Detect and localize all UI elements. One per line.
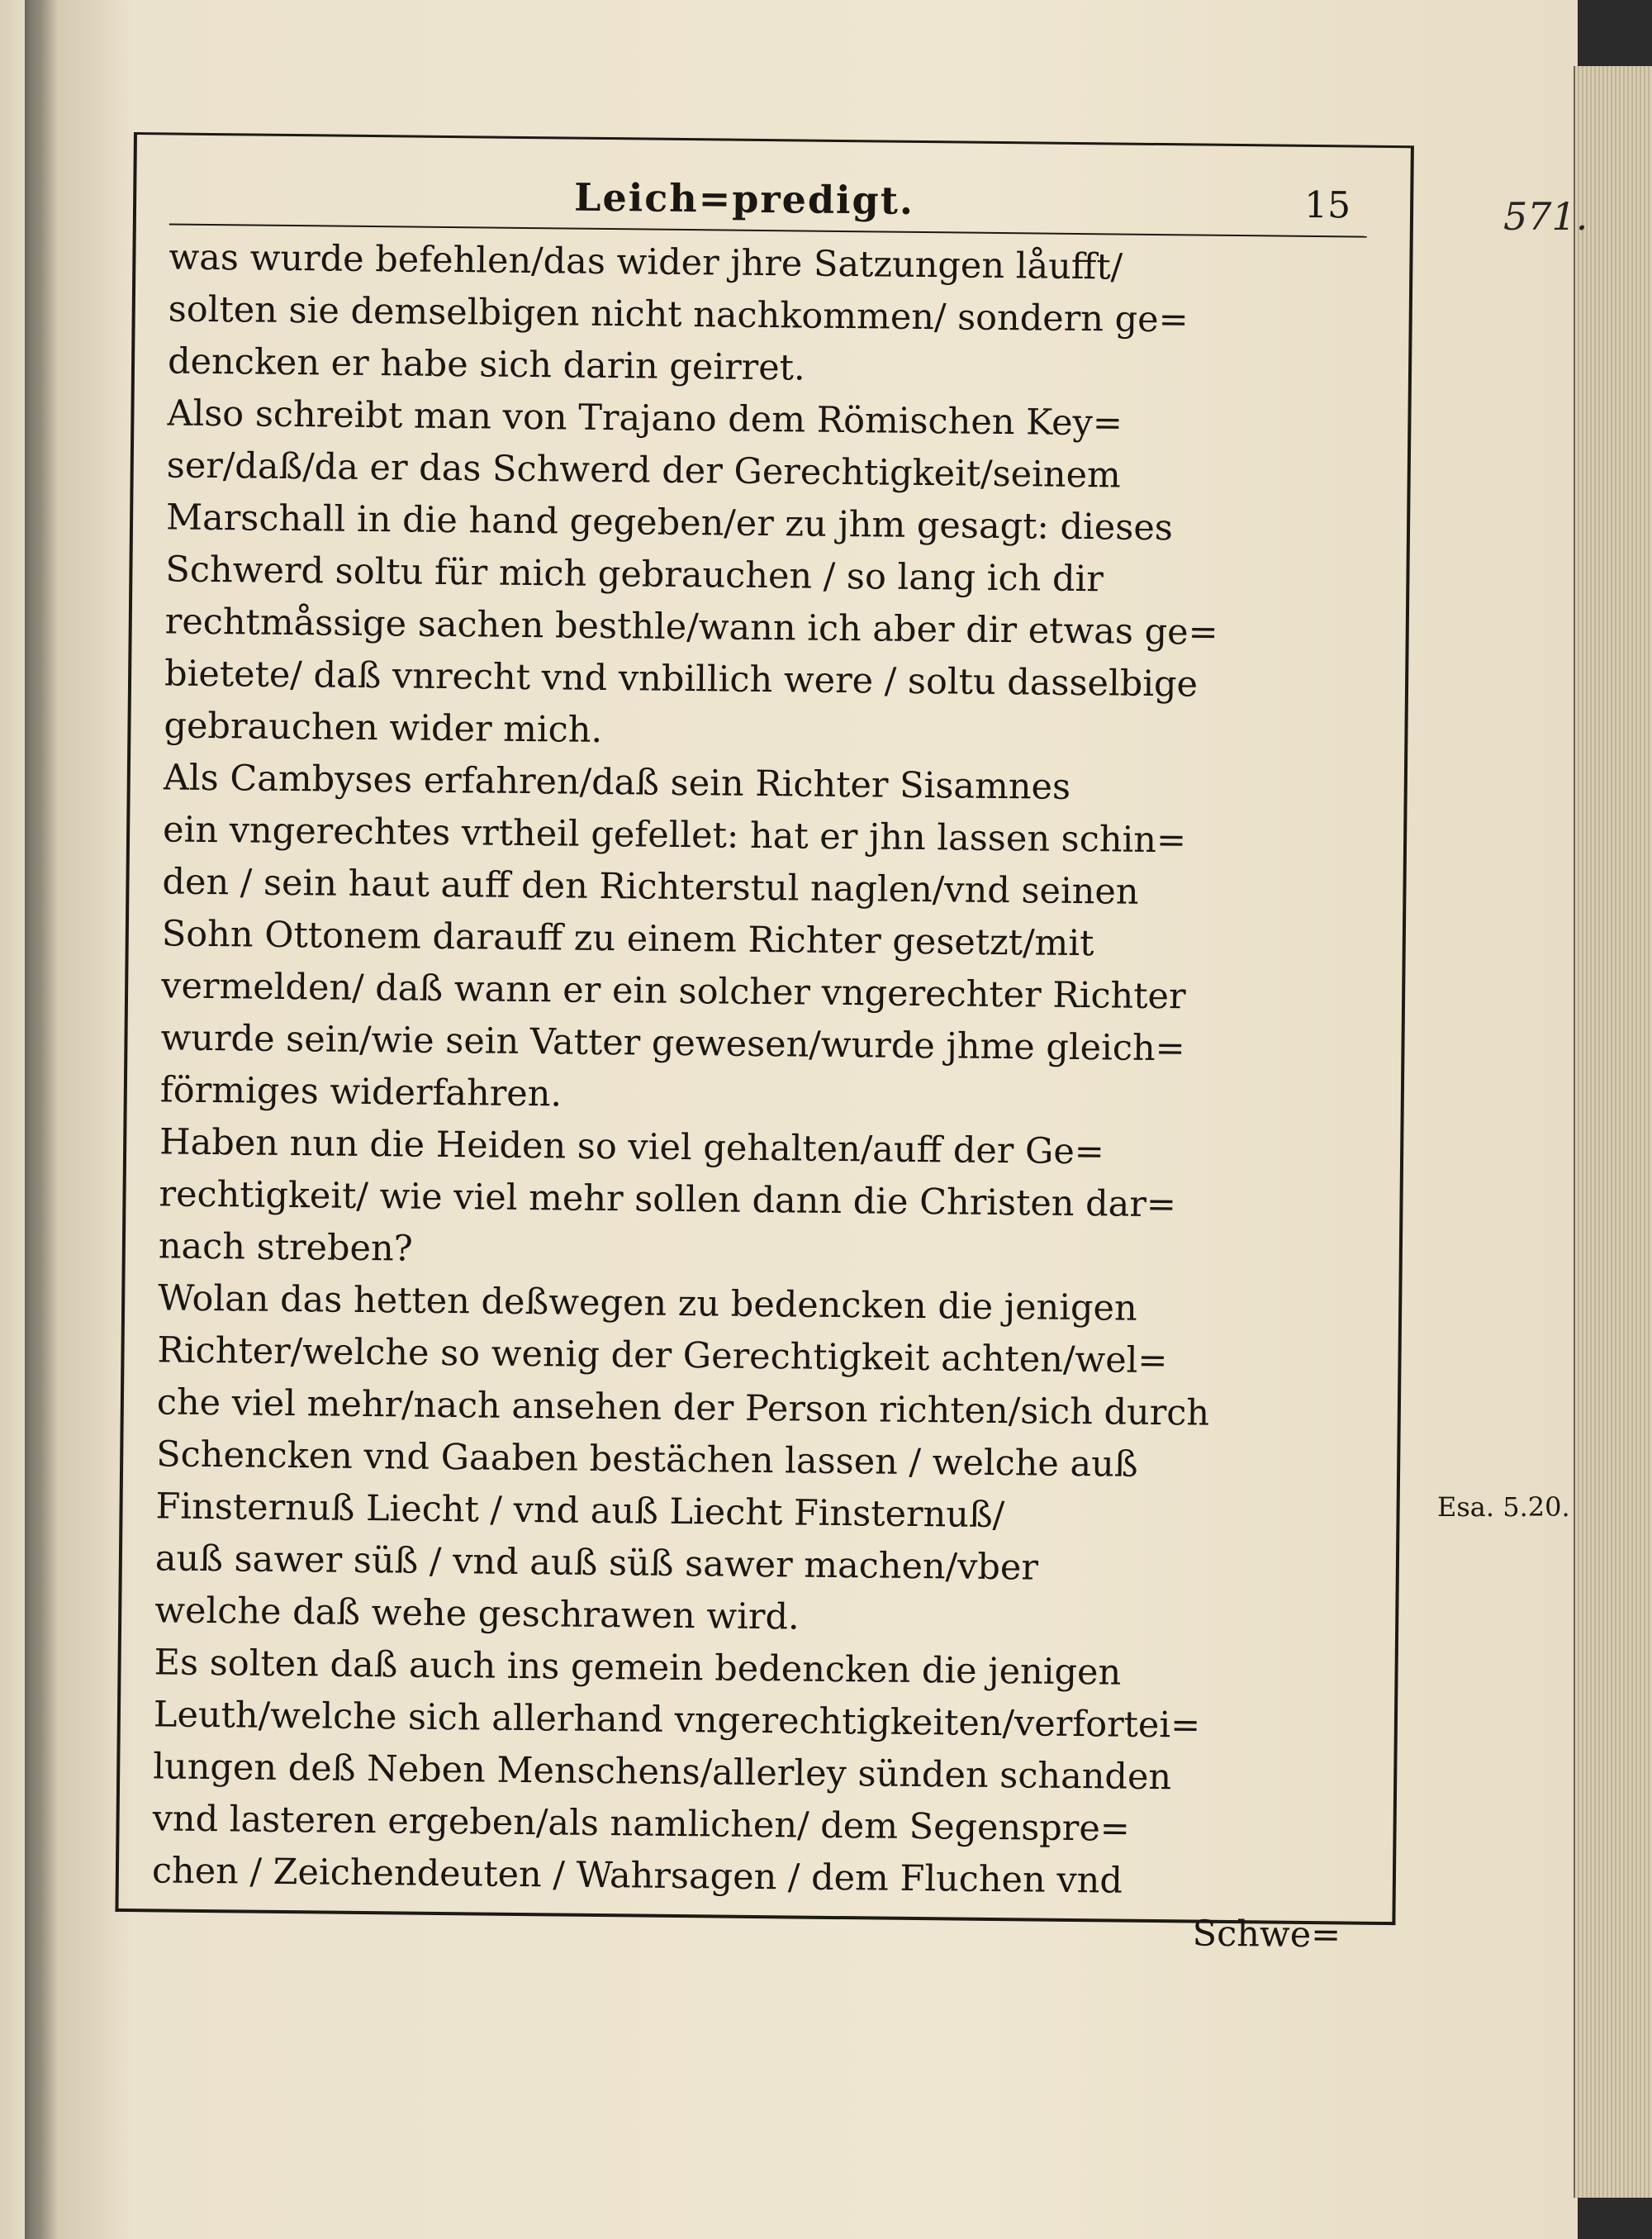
text-line: rechtmåssige sachen besthle/wann ich aber dir etwas ge= [164,601,1218,654]
text-line: nach streben? [158,1225,413,1270]
text-line: Es solten daß auch ins gemein bedencken die jenigen [154,1642,1122,1694]
text-line: auß sawer süß / vnd auß süß sawer machen/vber [154,1538,1039,1589]
margin-reference: Esa. 5.20. [1437,1491,1570,1523]
text-line: che viel mehr/nach ansehen der Person richten/sich durch [156,1381,1210,1434]
text-line: Richter/welche so wenig der Gerechtigkeit achten/wel= [157,1329,1168,1382]
handwritten-folio-number: 571. [1503,194,1588,239]
text-line: förmiges widerfahren. [159,1069,563,1115]
text-line: Haben nun die Heiden so viel gehalten/auff der Ge= [159,1121,1105,1173]
text-line: ein vngerechtes vrtheil gefellet: hat er jhn lassen schin= [162,809,1187,862]
book-gutter [25,0,58,2239]
page-header [169,165,1368,237]
text-frame [115,132,1413,1956]
text-line: Schwerd soltu für mich gebrauchen / so lang ich dir [165,549,1104,601]
text-line: Also schreibt man von Trajano dem Römischen Key= [167,392,1123,444]
running-title: Leich=predigt. [573,174,915,223]
page-number: 15 [1303,183,1351,227]
text-line: ser/daß/da er das Schwerd der Gerechtigkeit/seinem [166,444,1122,497]
text-line: gebrauchen wider mich. [164,705,603,751]
text-line: welche daß wehe geschrawen wird. [154,1590,800,1638]
catchword: Schwe= [1192,1913,1341,1956]
text-line: bietete/ daß vnrecht vnd vnbillich were / soltu dasselbige [164,653,1199,706]
text-line: Finsternuß Liecht / vnd auß Liecht Finsternuß/ [155,1486,1005,1537]
text-line: Als Cambyses erfahren/daß sein Richter Sisamnes [163,757,1071,808]
body-text [151,231,1367,1961]
text-line: Wolan das hetten deßwegen zu bedencken die jenigen [157,1277,1137,1329]
text-line: wurde sein/wie sein Vatter gewesen/wurde jhme gleich= [160,1017,1185,1070]
text-line: Sohn Ottonem darauff zu einem Richter gesetzt/mit [161,913,1094,965]
text-line: chen / Zeichendeuten / Wahrsagen / dem Fluchen vnd [151,1850,1123,1902]
text-line: vnd lasteren ergeben/als namlichen/ dem Segenspre= [152,1798,1131,1850]
text-line: dencken er habe sich darin geirret. [167,340,805,389]
text-line: was wurde befehlen/das wider jhre Satzungen låufft/ [169,236,1123,288]
text-line: vermelden/ daß wann er ein solcher vngerechter Richter [160,965,1186,1018]
text-line: Schencken vnd Gaaben bestächen lassen / welche auß [155,1433,1138,1486]
text-line: Marschall in die hand gegeben/er zu jhm gesagt: dieses [165,497,1174,549]
text-line: Leuth/welche sich allerhand vngerechtigkeiten/verfortei= [153,1694,1201,1747]
text-line: solten sie demselbigen nicht nachkommen/ sondern ge= [168,288,1189,341]
text-line: rechtigkeit/ wie viel mehr sollen dann die Christen dar= [159,1173,1177,1226]
page-edges [1574,66,1652,2198]
text-line: lungen deß Neben Menschens/allerley sünden schanden [153,1746,1172,1799]
text-line: den / sein haut auff den Richterstul naglen/vnd seinen [162,861,1139,913]
